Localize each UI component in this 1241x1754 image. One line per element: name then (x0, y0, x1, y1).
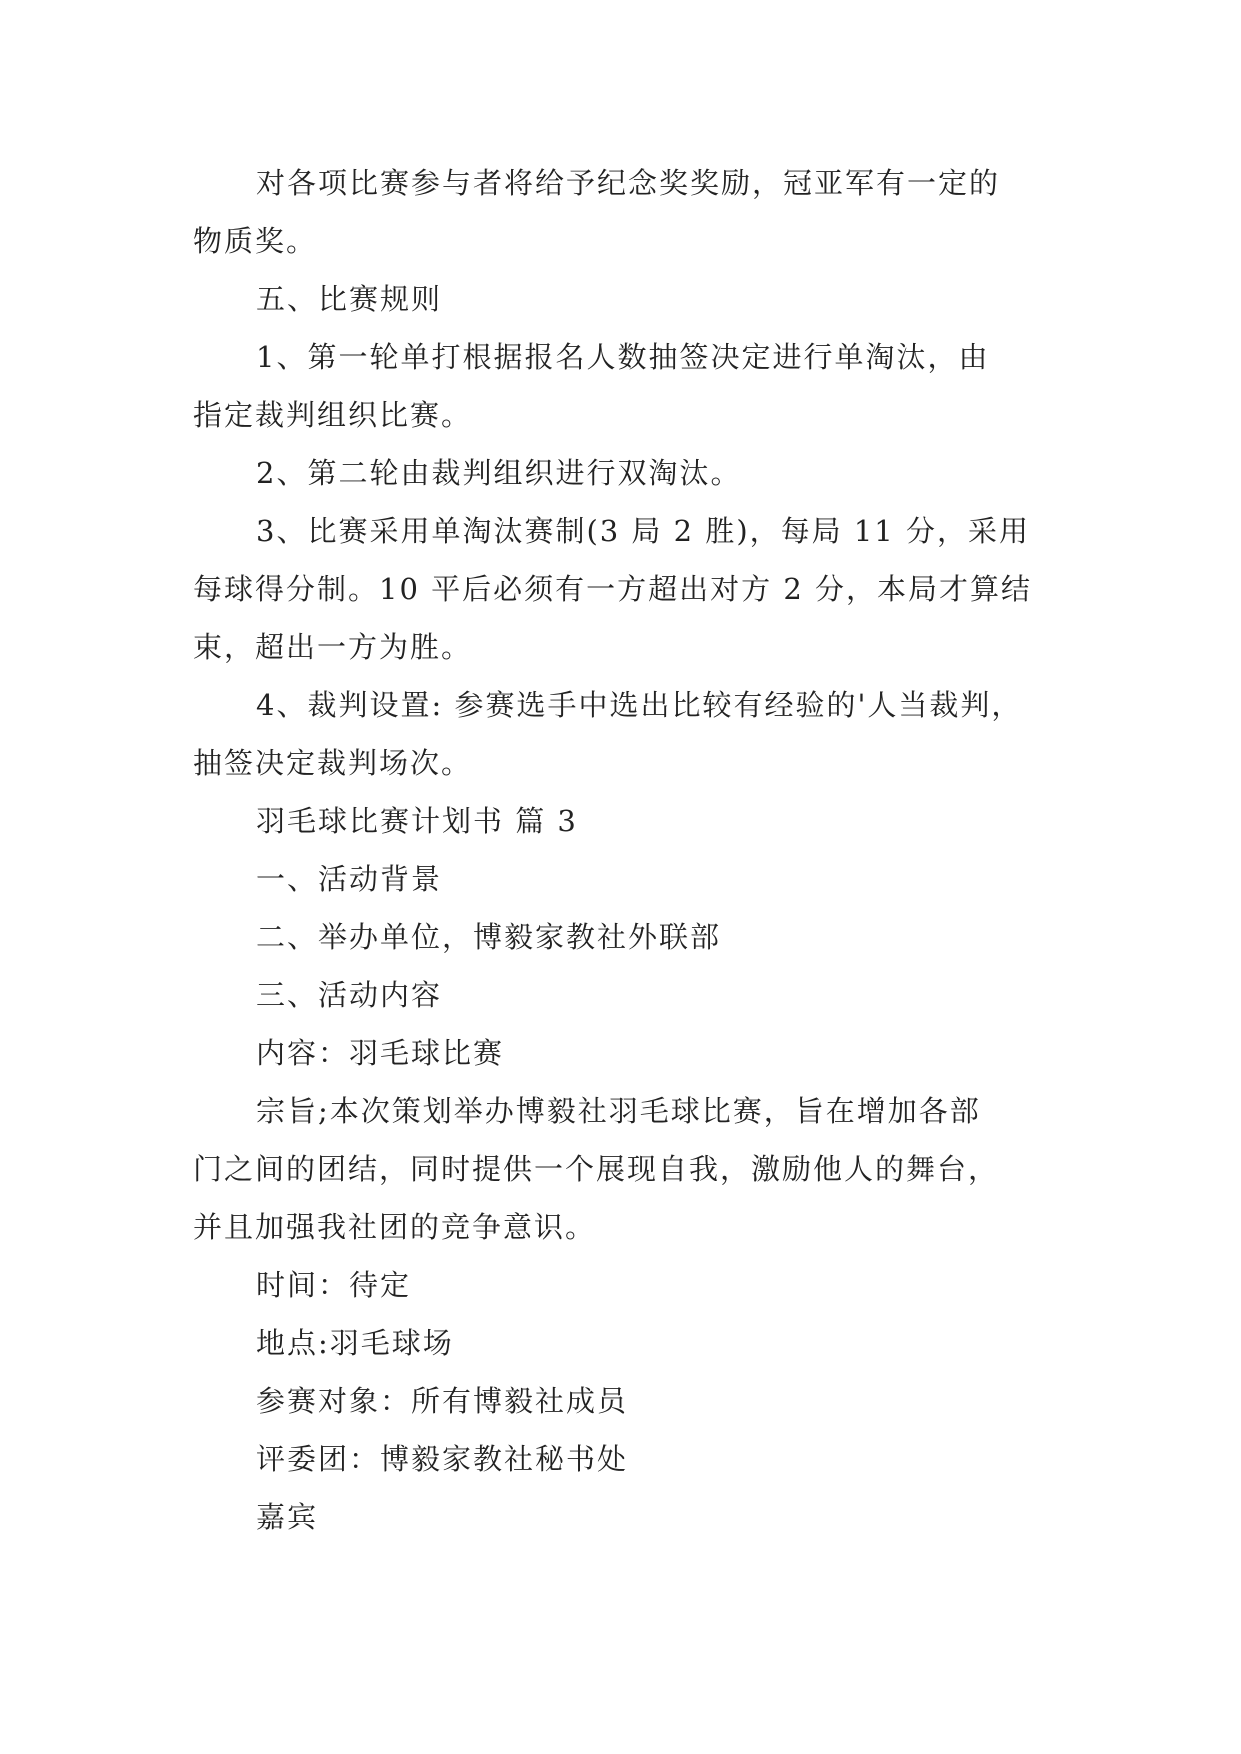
section-heading: 二、举办单位，博毅家教社外联部 (256, 920, 722, 954)
section-heading: 三、活动内容 (256, 978, 443, 1012)
section-heading: 一、活动背景 (256, 862, 443, 896)
paragraph-line: 参赛对象：所有博毅社成员 (256, 1384, 629, 1418)
paragraph-line: 抽签决定裁判场次。 (193, 746, 473, 780)
paragraph-line: 指定裁判组织比赛。 (193, 398, 473, 432)
paragraph-line: 评委团：博毅家教社秘书处 (256, 1442, 629, 1476)
paragraph-line: 对各项比赛参与者将给予纪念奖奖励，冠亚军有一定的 (256, 166, 1001, 200)
paragraph-line: 宗旨;本次策划举办博毅社羽毛球比赛，旨在增加各部 (256, 1094, 981, 1128)
section-heading: 五、比赛规则 (256, 282, 443, 316)
paragraph-line: 并且加强我社团的竞争意识。 (193, 1210, 597, 1244)
paragraph-line: 地点:羽毛球场 (256, 1326, 454, 1360)
paragraph-line: 每球得分制。10 平后必须有一方超出对方 2 分，本局才算结 (193, 572, 1033, 606)
paragraph-line: 时间：待定 (256, 1268, 412, 1302)
paragraph-line: 内容：羽毛球比赛 (256, 1036, 505, 1070)
section-title: 羽毛球比赛计划书 篇 3 (256, 804, 578, 838)
paragraph-line: 4、裁判设置: 参赛选手中选出比较有经验的'人当裁判， (256, 688, 1023, 722)
paragraph-line: 2、第二轮由裁判组织进行双淘汰。 (256, 456, 742, 490)
paragraph-line: 3、比赛采用单淘汰赛制(3 局 2 胜)，每局 11 分，采用 (256, 514, 1030, 548)
paragraph-line: 物质奖。 (193, 224, 318, 258)
paragraph-line: 嘉宾 (256, 1500, 319, 1534)
paragraph-line: 门之间的团结，同时提供一个展现自我，激励他人的舞台， (193, 1152, 1000, 1186)
paragraph-line: 束，超出一方为胜。 (193, 630, 473, 664)
paragraph-line: 1、第一轮单打根据报名人数抽签决定进行单淘汰，由 (256, 340, 990, 374)
